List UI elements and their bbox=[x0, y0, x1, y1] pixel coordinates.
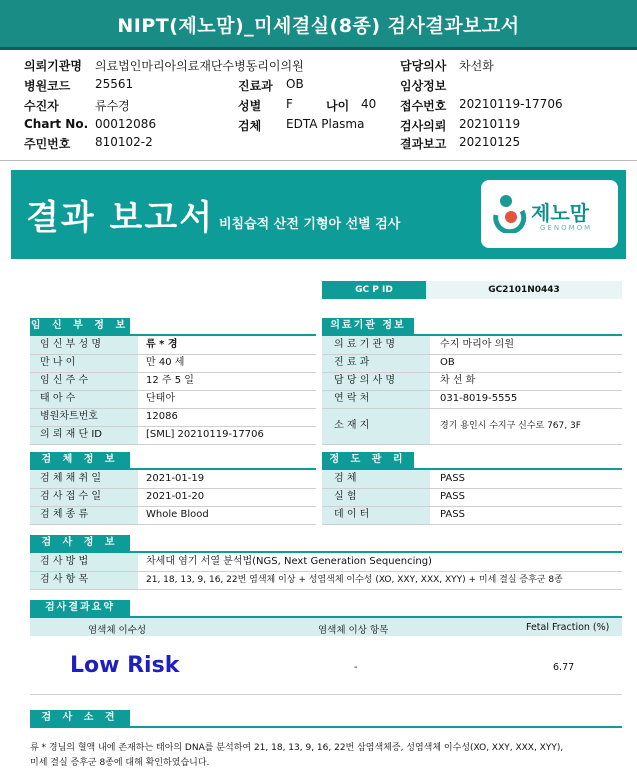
opinion-line-2: 미세 결실 증후군 8종에 대해 확인하였습니다. bbox=[30, 758, 210, 768]
banner-subtitle: 비침습적 산전 기형아 선별 검사 bbox=[219, 217, 401, 232]
row-value: 단태아 bbox=[146, 393, 175, 404]
header-divider bbox=[0, 160, 637, 161]
chart-no-value: 00012086 bbox=[95, 117, 157, 131]
section-summary: 검사결과요약 bbox=[30, 600, 130, 616]
row-divider bbox=[30, 506, 316, 507]
row-divider bbox=[30, 372, 316, 373]
row-divider bbox=[30, 426, 316, 427]
sex-value: F bbox=[286, 97, 293, 111]
result-low-risk: Low Risk bbox=[70, 653, 180, 678]
banner-title: 결과 보고서 bbox=[26, 198, 215, 238]
row-label: 만 나 이 bbox=[30, 354, 138, 372]
row-label: 임 신 주 수 bbox=[30, 372, 138, 390]
row-value: 12086 bbox=[146, 411, 178, 422]
clinical-label: 임상정보 bbox=[400, 79, 447, 93]
row-value: PASS bbox=[440, 491, 465, 502]
row-divider bbox=[30, 390, 316, 391]
row-label: 검 체 bbox=[322, 470, 430, 488]
row-value: 2021-01-20 bbox=[146, 491, 205, 502]
chart-no-label: Chart No. bbox=[24, 117, 89, 131]
row-divider bbox=[30, 408, 316, 409]
resident-no-label: 주민번호 bbox=[24, 137, 71, 151]
row-divider bbox=[322, 524, 622, 525]
row-value: 차 선 화 bbox=[440, 375, 476, 386]
section-institution: 의료기관 정보 bbox=[322, 318, 414, 334]
row-label: 태 아 수 bbox=[30, 390, 138, 408]
row-divider bbox=[322, 444, 622, 445]
row-value: OB bbox=[440, 357, 455, 368]
gcpid-value: GC2101N0443 bbox=[426, 281, 622, 299]
row-divider bbox=[322, 506, 622, 507]
dept-value: OB bbox=[286, 77, 304, 91]
row-divider bbox=[30, 488, 316, 489]
row-divider bbox=[322, 354, 622, 355]
summary-col-fetal-fraction: Fetal Fraction (%) bbox=[526, 622, 610, 633]
row-divider bbox=[30, 571, 622, 572]
genomom-logo-icon bbox=[492, 193, 528, 233]
row-label: 병원차트번호 bbox=[30, 408, 138, 426]
row-label: 연 락 처 bbox=[322, 390, 430, 408]
sex-label: 성별 bbox=[238, 99, 262, 113]
row-divider bbox=[30, 589, 622, 590]
row-value: 2021-01-19 bbox=[146, 473, 205, 484]
row-divider bbox=[30, 444, 316, 445]
report-date: 20210125 bbox=[459, 135, 521, 149]
row-label: 검 체 종 류 bbox=[30, 506, 138, 524]
row-value: 수지 마리아 의원 bbox=[440, 339, 514, 350]
row-divider bbox=[30, 694, 622, 695]
row-value: 031-8019-5555 bbox=[440, 393, 518, 404]
row-label: 실 험 bbox=[322, 488, 430, 506]
opinion-line-1: 류 * 경님의 혈액 내에 존재하는 태아의 DNA를 분석하여 21, 18, 13, 9, 16, 22번 삼염색체증, 성염색체 이수성(XO, XXY, XXX, XYY), bbox=[30, 743, 564, 753]
logo-subtext: GENOMOM bbox=[540, 224, 593, 232]
section-pregnant: 임 신 부 정 보 bbox=[30, 318, 130, 334]
row-value: 류 * 경 bbox=[146, 339, 178, 350]
row-label: 의 료 기 관 명 bbox=[322, 336, 430, 354]
hospital-code-label: 병원코드 bbox=[24, 79, 71, 93]
row-divider bbox=[322, 488, 622, 489]
report-label: 결과보고 bbox=[400, 137, 447, 151]
row-value: 만 40 세 bbox=[146, 357, 185, 368]
hospital-code-value: 25561 bbox=[95, 77, 134, 91]
row-divider bbox=[322, 372, 622, 373]
row-value: Whole Blood bbox=[146, 509, 209, 520]
institution-value: 의료법인마리아의료재단수병동리이의원 bbox=[95, 59, 304, 73]
section-qc: 정 도 관 리 bbox=[322, 452, 414, 468]
row-divider bbox=[30, 524, 316, 525]
row-label: 담 당 의 사 명 bbox=[322, 372, 430, 390]
request-date: 20210119 bbox=[459, 117, 521, 131]
row-label: 소 재 지 bbox=[322, 408, 430, 444]
row-value: 차세대 염기 서열 분석법(NGS, Next Generation Sequencing) bbox=[146, 556, 432, 567]
report-title: NIPT(제노맘)_미세결실(8종) 검사결과보고서 bbox=[117, 15, 520, 37]
row-value: 12 주 5 일 bbox=[146, 375, 194, 386]
row-label: 검 체 채 취 일 bbox=[30, 470, 138, 488]
row-label: 검 사 방 법 bbox=[30, 553, 138, 571]
summary-col-aneuploidy: 염색체 이수성 bbox=[88, 625, 147, 636]
doctor-label: 담당의사 bbox=[400, 59, 447, 73]
specimen-label: 검체 bbox=[238, 119, 262, 133]
request-label: 검사의뢰 bbox=[400, 119, 447, 133]
abnormal-value: - bbox=[354, 662, 358, 673]
patient-value: 류수경 bbox=[95, 99, 130, 113]
row-divider bbox=[30, 354, 316, 355]
row-label: 검 사 접 수 일 bbox=[30, 488, 138, 506]
section-opinion: 검 사 소 견 bbox=[30, 710, 130, 726]
specimen-value: EDTA Plasma bbox=[286, 117, 365, 131]
section-specimen: 검 체 정 보 bbox=[30, 452, 130, 468]
institution-label: 의뢰기관명 bbox=[24, 59, 82, 73]
row-divider bbox=[322, 408, 622, 409]
row-label: 데 이 터 bbox=[322, 506, 430, 524]
age-label: 나이 bbox=[326, 99, 350, 113]
fetal-fraction-value: 6.77 bbox=[553, 662, 575, 673]
age-value: 40 bbox=[361, 97, 377, 111]
resident-no-value: 810102-2 bbox=[95, 135, 153, 149]
receipt-no-label: 접수번호 bbox=[400, 99, 447, 113]
row-value: PASS bbox=[440, 509, 465, 520]
section-test-info: 검 사 정 보 bbox=[30, 535, 130, 551]
logo-text: 제노맘 bbox=[531, 201, 589, 225]
row-divider bbox=[322, 390, 622, 391]
report-title-bar bbox=[0, 0, 637, 50]
row-value: 경기 용인시 수지구 신수로 767, 3F bbox=[440, 421, 581, 431]
receipt-no-value: 20210119-17706 bbox=[459, 97, 563, 111]
row-value: PASS bbox=[440, 473, 465, 484]
dept-label: 진료과 bbox=[238, 79, 273, 93]
doctor-value: 차선화 bbox=[459, 59, 494, 73]
summary-col-abnormal: 염색체 이상 항목 bbox=[318, 625, 389, 636]
row-value: 21, 18, 13, 9, 16, 22번 염색체 이상 + 성염색체 이수성 (XO, XXY, XXX, XYY) + 미세 결실 증후군 8종 bbox=[146, 575, 563, 585]
row-label: 진 료 과 bbox=[322, 354, 430, 372]
row-label: 임 신 부 성 명 bbox=[30, 336, 138, 354]
row-value: [SML] 20210119-17706 bbox=[146, 429, 264, 440]
section-rule bbox=[30, 726, 622, 728]
row-label: 검 사 항 목 bbox=[30, 571, 138, 589]
gcpid-label: GC P ID bbox=[322, 281, 426, 299]
patient-label: 수진자 bbox=[24, 99, 59, 113]
row-label: 의 뢰 재 단 ID bbox=[30, 426, 138, 444]
